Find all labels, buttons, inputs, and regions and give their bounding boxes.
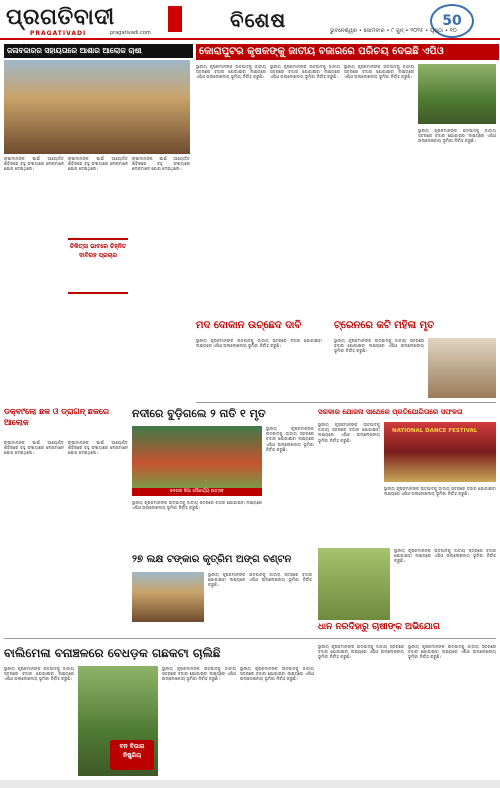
logo-subtitle: PRAGATIVADI — [30, 30, 87, 37]
dance-headline: ସରକାର ଯୋଜନା ସାଥେରେ ପ୍ରତିଯୋଗିତାରେ ସଫଳତା — [318, 408, 463, 416]
newspaper-logo: ପ୍ରଗତିବାଦୀ — [6, 6, 164, 30]
footer-bar — [0, 780, 500, 788]
masthead-rule — [0, 38, 500, 40]
website-url: pragativadi.com — [110, 30, 151, 36]
left-mid-headline: ଡକ୍‌ବାଂଲୋ ଛକ ଓ ଡ୍ରାଗନ୍ ଛକରେ ଆଲୋକ — [4, 407, 109, 427]
left-top-body-col1: ଚାଷୀମାନଙ୍କ ପାଇଁ ଆୟୋଜିତ ଶିବିରରେ ବହୁ ସଂଖ୍ୟାରେ ଲୋକମାନେ ଯୋଗ ଦେଇଥିଲେ। — [4, 156, 64, 172]
left-top-headline: ଜଳାବଜାରର ସହାୟତାରେ ଆଶାର ଆଲୋକ ଚାଷୀ — [4, 44, 193, 58]
left-top-body-col2: ଚାଷୀମାନଙ୍କ ପାଇଁ ଆୟୋଜିତ ଶିବିରରେ ବହୁ ସଂଖ୍ୟାରେ ଲୋକମାନେ ଯୋଗ ଦେଇଥିଲେ। — [68, 156, 128, 172]
drowning-headline: ନଦୀରେ ବୁଡ଼ିଗଲେ ୨ ନାତି ୧ ମୃତ — [132, 407, 266, 420]
festival-body: ସ୍ଥାନୀୟ କୃଷକମାନଙ୍କ ଉତ୍ପାଦକୁ ଜାତୀୟ ସ୍ତରରେ ବଜାର ଯୋଗାଇବା ଲକ୍ଷ୍ୟରେ ଏପିଓ ଉଲ୍ଲେଖନୀୟ ଭୂମିକା ନିର୍ବାହ କରୁଛି। — [132, 500, 262, 511]
lead-headline: କୋରାପୁଟର କୃଷକଙ୍କୁ ଜାତୀୟ ବଜାରରେ ପରିଚୟ ଦେଇଛି ଏପିଓ — [196, 44, 499, 60]
date-text: ଭୁବନେଶ୍ୱର • ସୋମବାର • ୮ ଜୁନ୍ • ୨୦୨୫ — [330, 28, 424, 34]
festival-caption: ଦେଶର ଜିଆ ସୌନ୍ଦର୍ଯ୍ୟ ଉତ୍ସବ — [132, 488, 262, 496]
section-marker — [168, 6, 182, 32]
paddy-body-top: ସ୍ଥାନୀୟ କୃଷକମାନଙ୍କ ଉତ୍ପାଦକୁ ଜାତୀୟ ସ୍ତରରେ ବଜାର ଯୋଗାଇବା ଲକ୍ଷ୍ୟରେ ଏପିଓ ଉଲ୍ଲେଖନୀୟ ଭୂମିକା ନିର୍ବାହ କରୁଛି। — [394, 548, 496, 564]
section-title: ବିଶେଷ — [230, 8, 287, 32]
lead-body-col3: ସ୍ଥାନୀୟ କୃଷକମାନଙ୍କ ଉତ୍ପାଦକୁ ଜାତୀୟ ସ୍ତରରେ ବଜାର ଯୋଗାଇବା ଲକ୍ଷ୍ୟରେ ଏପିଓ ଉଲ୍ଲେଖନୀୟ ଭୂମିକା ନିର୍ବାହ କରୁଛି। — [344, 64, 414, 80]
forest-badge: ବନ ବିଭାଗ ନିଷ୍କ୍ରିୟ — [110, 740, 154, 770]
paddy-headline: ଧାନ ନରଦିହାରୁ ଚାଷୀଙ୍କ ଅଭିଯୋଗ — [318, 622, 440, 632]
bottom-body-col3: ସ୍ଥାନୀୟ କୃଷକମାନଙ୍କ ଉତ୍ପାଦକୁ ଜାତୀୟ ସ୍ତରରେ ବଜାର ଯୋଗାଇବା ଲକ୍ଷ୍ୟରେ ଏପିଓ ଉଲ୍ଲେଖନୀୟ ଭୂମିକା ନିର୍ବାହ କରୁଛି। — [240, 666, 314, 682]
left-mid-body-col1: ଚାଷୀମାନଙ୍କ ପାଇଁ ଆୟୋଜିତ ଶିବିରରେ ବହୁ ସଂଖ୍ୟାରେ ଲୋକମାନେ ଯୋଗ ଦେଇଥିଲେ। — [4, 440, 64, 456]
lead-body-col4: ସ୍ଥାନୀୟ କୃଷକମାନଙ୍କ ଉତ୍ପାଦକୁ ଜାତୀୟ ସ୍ତରରେ ବଜାର ଯୋଗାଇବା ଲକ୍ଷ୍ୟରେ ଏପିଓ ଉଲ୍ଲେଖନୀୟ ଭୂମିକା ନିର୍ବାହ କରୁଛି। — [418, 128, 496, 144]
highlight-box: ଚିକିତ୍ସା ଭାବରେ ଚିହ୍ନିତ ଦାବିରହ ପ୍ରଚାର — [68, 238, 128, 294]
page-number: ପୃଷ୍ଠା • ୧୦ — [430, 28, 457, 34]
prosthetics-body: ସ୍ଥାନୀୟ କୃଷକମାନଙ୍କ ଉତ୍ପାଦକୁ ଜାତୀୟ ସ୍ତରରେ ବଜାର ଯୋଗାଇବା ଲକ୍ଷ୍ୟରେ ଏପିଓ ଉଲ୍ଲେଖନୀୟ ଭୂମିକା ନିର୍ବାହ କରୁଛି। — [208, 572, 312, 588]
crowd-photo — [4, 60, 190, 154]
paddy-photo — [318, 548, 390, 620]
anniversary-emblem: 50 — [430, 4, 474, 38]
prosthetics-headline: ୨୭ ଲକ୍ଷ ଟଙ୍କାର କୃତ୍ରିମ ଅଙ୍ଗ ବଣ୍ଟନ — [132, 554, 292, 565]
bottom-body-col1: ସ୍ଥାନୀୟ କୃଷକମାନଙ୍କ ଉତ୍ପାଦକୁ ଜାତୀୟ ସ୍ତରରେ ବଜାର ଯୋଗାଇବା ଲକ୍ଷ୍ୟରେ ଏପିଓ ଉଲ୍ଲେଖନୀୟ ଭୂମିକା ନିର୍ବାହ କରୁଛି। — [4, 666, 74, 682]
divider — [196, 402, 496, 403]
dance-body-2: ସ୍ଥାନୀୟ କୃଷକମାନଙ୍କ ଉତ୍ପାଦକୁ ଜାତୀୟ ସ୍ତରରେ ବଜାର ଯୋଗାଇବା ଲକ୍ଷ୍ୟରେ ଏପିଓ ଉଲ୍ଲେଖନୀୟ ଭୂମିକା ନିର୍ବାହ କରୁଛି। — [384, 486, 496, 497]
bottom-right-col1: ସ୍ଥାନୀୟ କୃଷକମାନଙ୍କ ଉତ୍ପାଦକୁ ଜାତୀୟ ସ୍ତରରେ ବଜାର ଯୋଗାଇବା ଲକ୍ଷ୍ୟରେ ଏପିଓ ଉଲ୍ଲେଖନୀୟ ଭୂମିକା ନିର୍ବାହ କରୁଛି। — [318, 644, 404, 660]
left-top-body-col3: ଚାଷୀମାନଙ୍କ ପାଇଁ ଆୟୋଜିତ ଶିବିରରେ ବହୁ ସଂଖ୍ୟାରେ ଲୋକମାନେ ଯୋଗ ଦେଇଥିଲେ। — [132, 156, 190, 172]
divider-bottom — [4, 638, 496, 639]
dance-body: ସ୍ଥାନୀୟ କୃଷକମାନଙ୍କ ଉତ୍ପାଦକୁ ଜାତୀୟ ସ୍ତରରେ ବଜାର ଯୋଗାଇବା ଲକ୍ଷ୍ୟରେ ଏପିଓ ଉଲ୍ଲେଖନୀୟ ଭୂମିକା ନିର୍ବାହ କରୁଛି। — [318, 422, 380, 443]
liquor-shop-body: ସ୍ଥାନୀୟ କୃଷକମାନଙ୍କ ଉତ୍ପାଦକୁ ଜାତୀୟ ସ୍ତରରେ ବଜାର ଯୋଗାଇବା ଲକ୍ଷ୍ୟରେ ଏପିଓ ଉଲ୍ଲେଖନୀୟ ଭୂମିକା ନିର୍ବାହ କରୁଛି। — [196, 338, 322, 349]
liquor-shop-headline: ମଦ ଦୋକାନ ଉଚ୍ଛେଦ ଦାବି — [196, 320, 302, 331]
masthead — [0, 0, 500, 38]
festival-photo — [132, 426, 262, 488]
prosthetics-photo — [132, 572, 204, 622]
dateline: ଭୁବନେଶ୍ୱର • ସୋମବାର • ୮ ଜୁନ୍ • ୨୦୨୫ • ପୃଷ୍ଠା • ୧୦ — [330, 28, 457, 34]
train-photo — [428, 338, 496, 398]
train-accident-body: ସ୍ଥାନୀୟ କୃଷକମାନଙ୍କ ଉତ୍ପାଦକୁ ଜାତୀୟ ସ୍ତରରେ ବଜାର ଯୋଗାଇବା ଲକ୍ଷ୍ୟରେ ଏପିଓ ଉଲ୍ଲେଖନୀୟ ଭୂମିକା ନିର୍ବାହ କରୁଛି। — [334, 338, 424, 354]
bottom-headline: ବାଲିମେଳା ବନାଞ୍ଚଳରେ ବେଧଡ଼କ ଗଛକଟା ଚାଲିଛି — [4, 646, 221, 660]
lead-photo — [418, 64, 496, 124]
drowning-body: ସ୍ଥାନୀୟ କୃଷକମାନଙ୍କ ଉତ୍ପାଦକୁ ଜାତୀୟ ସ୍ତରରେ ବଜାର ଯୋଗାଇବା ଲକ୍ଷ୍ୟରେ ଏପିଓ ଉଲ୍ଲେଖନୀୟ ଭୂମିକା ନିର୍ବାହ କରୁଛି। — [266, 426, 314, 452]
lead-body-col1: ସ୍ଥାନୀୟ କୃଷକମାନଙ୍କ ଉତ୍ପାଦକୁ ଜାତୀୟ ସ୍ତରରେ ବଜାର ଯୋଗାଇବା ଲକ୍ଷ୍ୟରେ ଏପିଓ ଉଲ୍ଲେଖନୀୟ ଭୂମିକା ନିର୍ବାହ କରୁଛି। — [196, 64, 266, 80]
bottom-body-col2: ସ୍ଥାନୀୟ କୃଷକମାନଙ୍କ ଉତ୍ପାଦକୁ ଜାତୀୟ ସ୍ତରରେ ବଜାର ଯୋଗାଇବା ଲକ୍ଷ୍ୟରେ ଏପିଓ ଉଲ୍ଲେଖନୀୟ ଭୂମିକା ନିର୍ବାହ କରୁଛି। — [162, 666, 236, 682]
festival-banner-text: NATIONAL DANCE FESTIVAL — [392, 428, 478, 434]
lead-body-col2: ସ୍ଥାନୀୟ କୃଷକମାନଙ୍କ ଉତ୍ପାଦକୁ ଜାତୀୟ ସ୍ତରରେ ବଜାର ଯୋଗାଇବା ଲକ୍ଷ୍ୟରେ ଏପିଓ ଉଲ୍ଲେଖନୀୟ ଭୂମିକା ନିର୍ବାହ କରୁଛି। — [270, 64, 340, 80]
left-mid-body-col2: ଚାଷୀମାନଙ୍କ ପାଇଁ ଆୟୋଜିତ ଶିବିରରେ ବହୁ ସଂଖ୍ୟାରେ ଲୋକମାନେ ଯୋଗ ଦେଇଥିଲେ। — [68, 440, 128, 456]
train-accident-headline: ଟ୍ରେନରେ କଟି ମହିଳା ମୃତ — [334, 320, 435, 331]
bottom-right-col2: ସ୍ଥାନୀୟ କୃଷକମାନଙ୍କ ଉତ୍ପାଦକୁ ଜାତୀୟ ସ୍ତରରେ ବଜାର ଯୋଗାଇବା ଲକ୍ଷ୍ୟରେ ଏପିଓ ଉଲ୍ଲେଖନୀୟ ଭୂମିକା ନିର୍ବାହ କରୁଛି। — [408, 644, 496, 660]
dance-festival-photo — [384, 422, 496, 482]
